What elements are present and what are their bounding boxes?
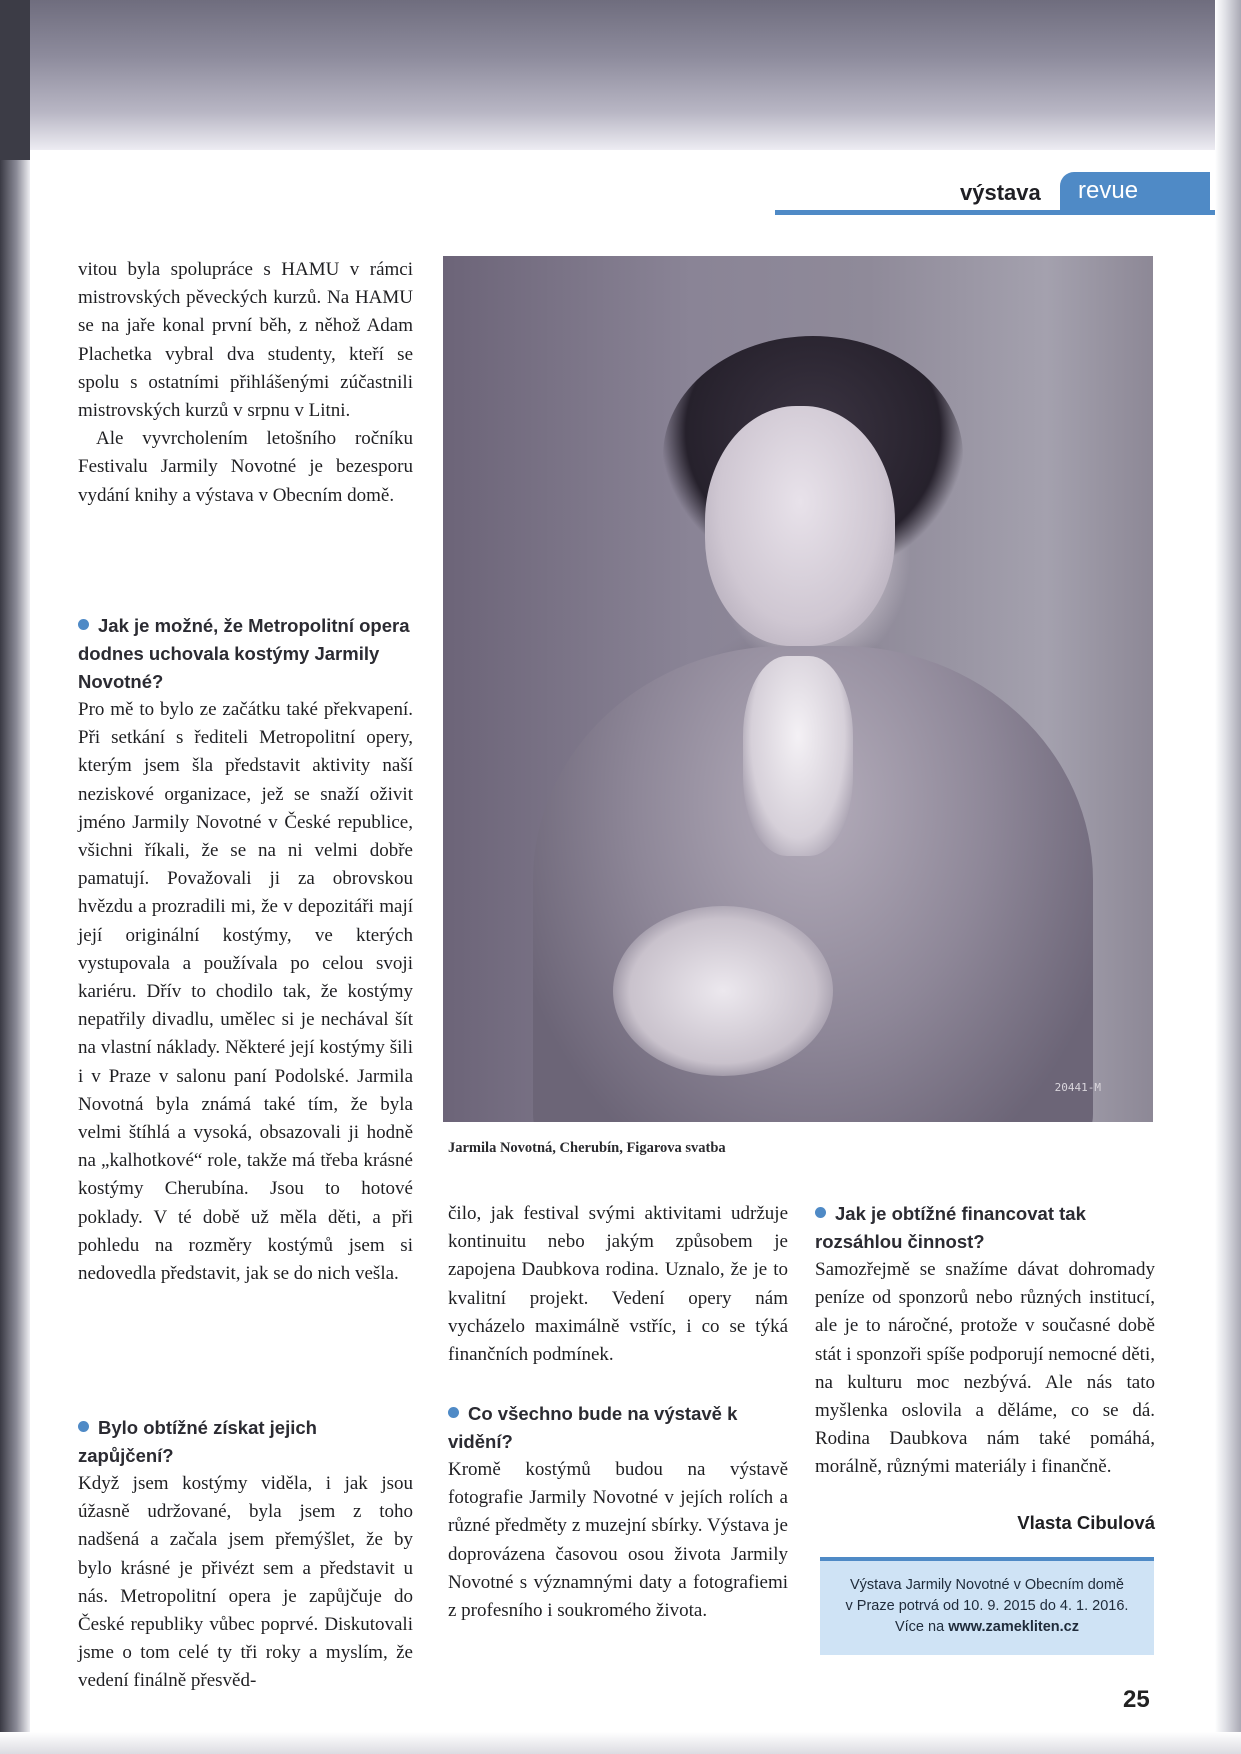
photo-face — [705, 406, 895, 646]
section-header — [775, 172, 1225, 216]
exhibition-info-box — [820, 1557, 1154, 1655]
left-column-interview — [78, 612, 413, 1288]
paragraph: Ale vyvrcholením letošního ročníku Festivalu Jarmily Novotné je bezesporu vydání knihy a výstava v Obecním domě. — [78, 428, 413, 506]
info-line: v Praze potrvá od 10. 9. 2015 do 4. 1. 2016. — [845, 1598, 1129, 1614]
scan-shadow-top — [0, 0, 1241, 160]
bullet-icon — [448, 1407, 459, 1418]
info-line — [820, 1617, 1154, 1638]
page-number: 25 — [1123, 1686, 1150, 1713]
photo-jabot — [743, 656, 853, 856]
info-prefix: Více na — [894, 1619, 945, 1635]
bullet-icon — [78, 1421, 89, 1432]
interview-answer: Samozřejmě se snažíme dávat dohromady peníze od sponzorů nebo různých institucí, ale je to náročné, protože v současné době stát i sponzoři spíše podporují nemocné děti, na kulturu moc nezbývá. Ale nás tato myšlenka oslovila a děláme, co se dá. Rodina Daubkova nám také pomáhá, morálně, různými materiály i finančně. — [815, 1259, 1155, 1478]
scan-shadow-bottom — [0, 1732, 1241, 1754]
author-signature: Vlasta Cibulová — [1017, 1512, 1155, 1533]
info-line: Výstava Jarmily Novotné v Obecním domě — [850, 1577, 1124, 1593]
middle-column-interview — [448, 1400, 788, 1625]
bullet-icon — [815, 1207, 826, 1218]
left-column — [78, 256, 413, 510]
middle-column — [448, 1200, 788, 1369]
interview-question — [448, 1400, 788, 1456]
interview-answer: Když jsem kostýmy viděla, i jak jsou úžasně udržované, byla jsem z toho nadšená a začala jsem přemýšlet, že by bylo krásné je přivézt sem a představit u nás. Metropolitní opera je zapůjčuje do České republiky vůbec poprvé. Diskutovali jsme o tom celé ty tři roky a myslím, že vedení finálně přesvěd- — [78, 1473, 413, 1692]
question-text: Co všechno bude na výstavě k vidění? — [448, 1403, 738, 1452]
question-text: Jak je obtížné financovat tak rozsáhlou činnost? — [815, 1203, 1086, 1252]
left-column-interview-2 — [78, 1414, 413, 1696]
interview-answer: Kromě kostýmů budou na výstavě fotografie Jarmily Novotné v jejích rolích a různé předměty z muzejní sbírky. Výstava je doprovázena časovou osou života Jarmily Novotné s významnými daty a fotografiemi z profesního i soukromého života. — [448, 1459, 788, 1622]
scan-shadow-right — [1215, 0, 1241, 1754]
section-label: výstava — [960, 180, 1041, 205]
photo-caption: Jarmila Novotná, Cherubín, Figarova svatba — [448, 1140, 726, 1156]
right-column-interview — [815, 1200, 1155, 1482]
paragraph: vitou byla spolupráce s HAMU v rámci mistrovských pěveckých kurzů. Na HAMU se na jaře konal první běh, z něhož Adam Plachetka vybral dva studenty, kteří se spolu s ostatními přihlášenými zúčastnili mistrovských kurzů v srpnu v Litni. — [78, 259, 413, 422]
bullet-icon — [78, 619, 89, 630]
question-text: Bylo obtížné získat jejich zapůjčení? — [78, 1417, 317, 1466]
section-rule — [775, 210, 1215, 215]
scan-binding-edge — [0, 0, 30, 160]
interview-question — [815, 1200, 1155, 1256]
website-link[interactable]: www.zamekliten.cz — [948, 1619, 1079, 1635]
photo-lace-cuff — [613, 906, 833, 1076]
section-tab: revue — [1060, 172, 1210, 210]
interview-answer: Pro mě to bylo ze začátku také překvapení. Při setkání s řediteli Metropolitní opery, kterým jsem šla představit aktivity naší neziskové organizace, jež se snaží oživit jméno Jarmily Novotné v České republice, všichni říkali, že se na ni velmi dobře pamatují. Považovali ji za obrovskou hvězdu a prozradili mi, že v depozitáři mají její originální kostýmy, ve kterých vystupovala a používala po celou svoji kariéru. Dřív to chodilo tak, že kostýmy nepatřily divadlu, umělec si je nechával šít na vlastní náklady. Některé její kostýmy šili i v Praze v salonu paní Podolské. Jarmila Novotná byla známá také tím, že byla velmi štíhlá a vysoká, obsazovali ji hodně na „kalhotkové“ role, takže má třeba krásné kostýmy Cherubína. Jsou to hotové poklady. V té době už měla děti, a při pohledu na rozměry kostýmů jsem si nedovedla představit, jak se do nich vešla. — [78, 699, 413, 1285]
portrait-photo — [443, 256, 1153, 1122]
interview-question — [78, 612, 413, 696]
paragraph: čilo, jak festival svými aktivitami udržuje kontinuitu nebo jakým způsobem je zapojena Daubkova rodina. Uznalo, že je to kvalitní projekt. Vedení opery nám vycházelo maximálně vstříc, i co se týká finančních podmínek. — [448, 1203, 788, 1366]
photo-negative-number: 20441-M — [1054, 1081, 1101, 1094]
question-text: Jak je možné, že Metropolitní opera dodnes uchovala kostýmy Jarmily Novotné? — [78, 615, 410, 692]
scan-shadow-left — [0, 0, 30, 1754]
interview-question — [78, 1414, 413, 1470]
